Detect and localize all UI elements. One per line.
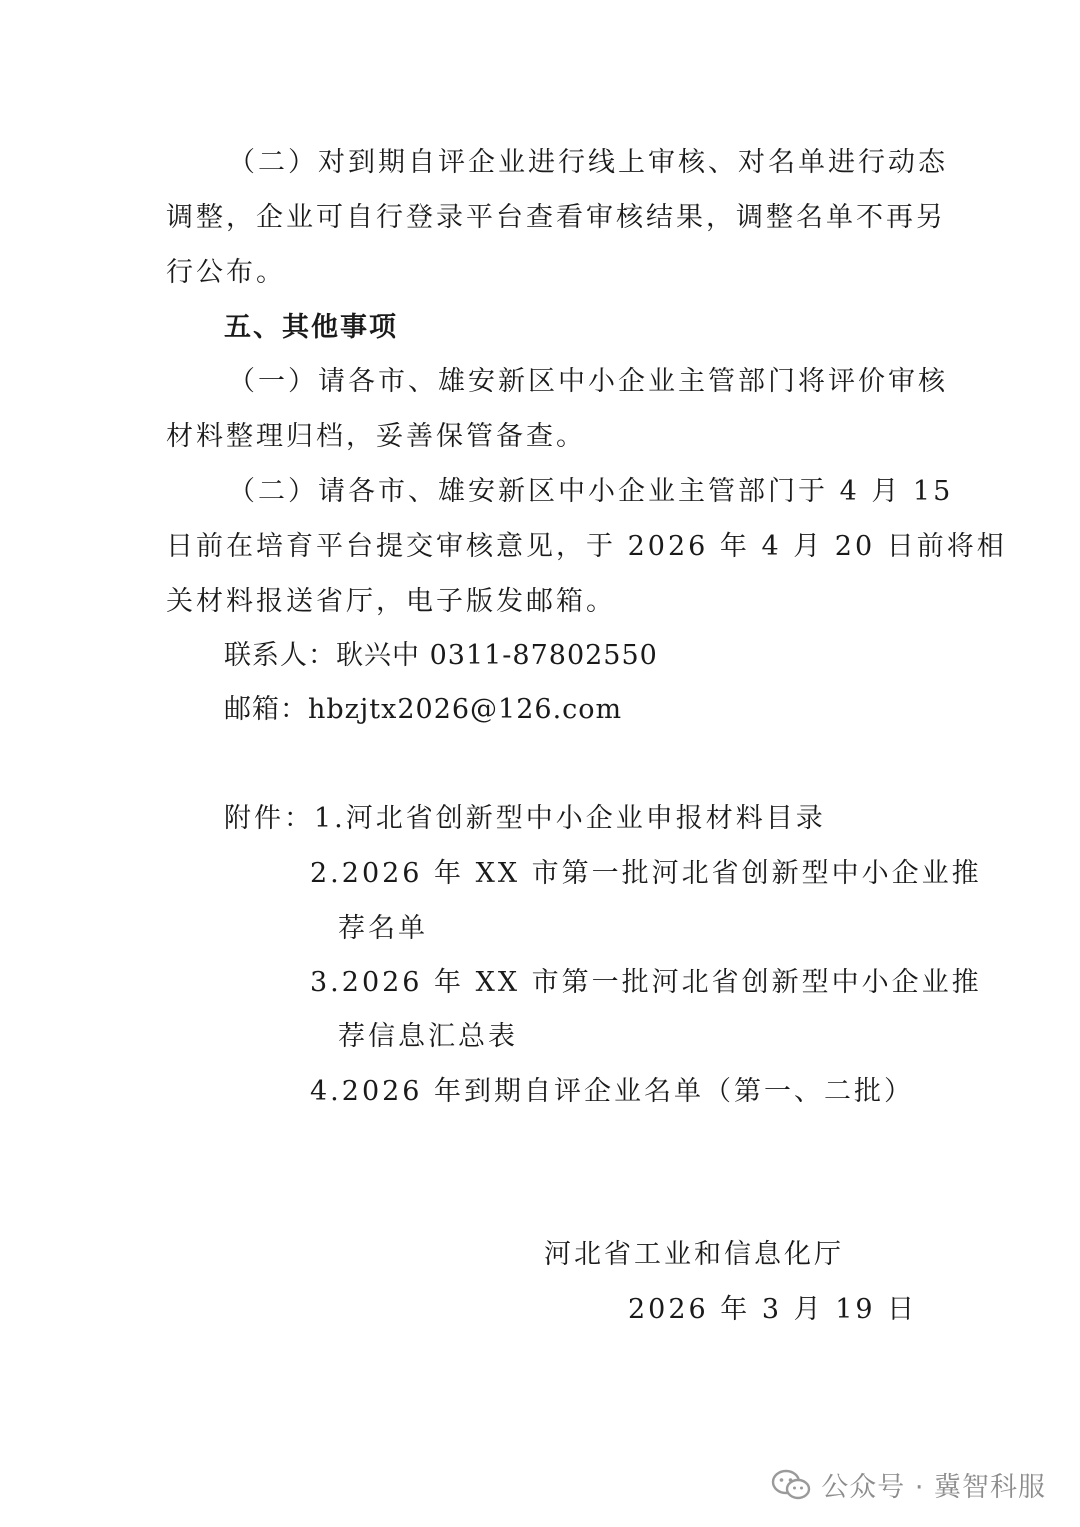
attachment-item-continuation: 荐信息汇总表 (338, 1021, 518, 1052)
attachment-item: 附件：1.河北省创新型中小企业申报材料目录 (224, 803, 826, 834)
attachment-item-continuation: 荐名单 (338, 913, 428, 944)
signature-organization: 河北省工业和信息化厅 (544, 1239, 844, 1270)
paragraph-line: 调整，企业可自行登录平台查看审核结果，调整名单不再另 (166, 202, 946, 233)
paragraph-line: （二）请各市、雄安新区中小企业主管部门于 4 月 15 (228, 476, 954, 507)
paragraph-line: （二）对到期自评企业进行线上审核、对名单进行动态 (228, 147, 948, 178)
signature-date: 2026 年 3 月 19 日 (628, 1294, 918, 1325)
attachment-item: 4.2026 年到期自评企业名单（第一、二批） (310, 1076, 915, 1107)
paragraph-line: 关材料报送省厅，电子版发邮箱。 (166, 586, 616, 617)
section-heading: 五、其他事项 (224, 312, 398, 343)
attachment-item: 3.2026 年 XX 市第一批河北省创新型中小企业推 (310, 967, 982, 998)
contact-person: 联系人：耿兴中 0311-87802550 (224, 640, 658, 671)
watermark-text: 公众号 · 冀智科服 (821, 1472, 1046, 1503)
paragraph-line: 材料整理归档，妥善保管备查。 (166, 421, 586, 452)
contact-email: 邮箱：hbzjtx2026@126.com (224, 694, 623, 725)
paragraph-line: 行公布。 (166, 257, 286, 288)
wechat-watermark (771, 1465, 1046, 1504)
wechat-icon (771, 1469, 811, 1501)
paragraph-line: （一）请各市、雄安新区中小企业主管部门将评价审核 (228, 366, 948, 397)
paragraph-line: 日前在培育平台提交审核意见，于 2026 年 4 月 20 日前将相 (166, 531, 1007, 562)
attachment-item: 2.2026 年 XX 市第一批河北省创新型中小企业推 (310, 858, 982, 889)
